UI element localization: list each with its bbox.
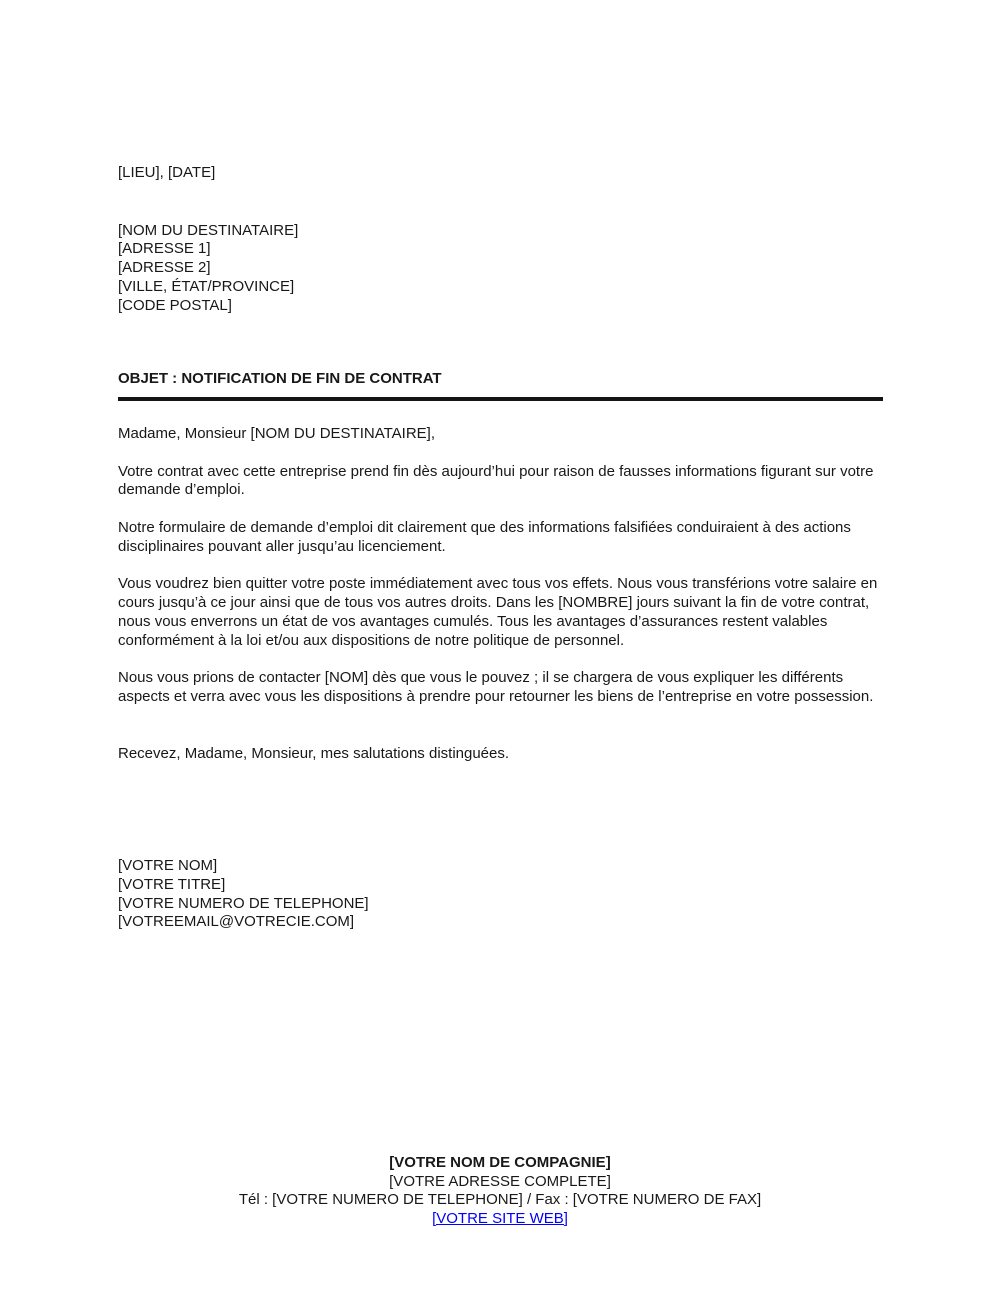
footer-website-link[interactable]: [VOTRE SITE WEB] (432, 1210, 568, 1228)
sender-name: [VOTRE NOM] (118, 857, 218, 875)
sender-title: [VOTRE TITRE] (118, 876, 226, 894)
recipient-address-1: [ADRESSE 1] (118, 240, 211, 258)
subject-heading: OBJET : NOTIFICATION DE FIN DE CONTRAT (118, 370, 442, 388)
recipient-postal-code: [CODE POSTAL] (118, 296, 232, 314)
date-line: [LIEU], [DATE] (118, 164, 216, 181)
company-footer (0, 1154, 1000, 1229)
salutation: Madame, Monsieur [NOM DU DESTINATAIRE], (118, 424, 436, 442)
recipient-city-state: [VILLE, ÉTAT/PROVINCE] (118, 277, 295, 295)
sender-email: [VOTREEMAIL@VOTRECIE.COM] (118, 913, 355, 931)
recipient-name: [NOM DU DESTINATAIRE] (118, 221, 299, 239)
paragraph-2: Notre formulaire de demande d’emploi dit clairement que des informations falsifiées conduiraient à des actions disciplinaires pouvant aller jusqu’au licenciement. (118, 519, 851, 555)
paragraph-4: Nous vous prions de contacter [NOM] dès que vous le pouvez ; il se chargera de vous expliquer les différents aspects et verra avec vous les dispositions à prendre pour retourner les biens de l’entreprise en votre possession. (118, 669, 874, 705)
closing-line: Recevez, Madame, Monsieur, mes salutations distinguées. (118, 744, 510, 762)
subject-divider (118, 397, 883, 401)
paragraph-3: Vous voudrez bien quitter votre poste immédiatement avec tous vos effets. Nous vous transférions votre salaire en cours jusqu’à ce jour ainsi que de tous vos autres droits. Dans les [NOMBRE] jours suivant la fin de votre contrat, nous vous enverrons un état de vos avantages cumulés. Tous les avantages d’assurances restent valables conformément à la loi et/ou aux dispositions de notre politique de personnel. (118, 575, 878, 649)
signature-block (118, 857, 883, 932)
footer-company-name: [VOTRE NOM DE COMPAGNIE] (389, 1154, 611, 1171)
recipient-block (118, 222, 883, 316)
footer-company-address: [VOTRE ADRESSE COMPLETE] (389, 1172, 611, 1190)
footer-tel-fax: Tél : [VOTRE NUMERO DE TELEPHONE] / Fax : [VOTRE NUMERO DE FAX] (238, 1191, 762, 1209)
paragraph-1: Votre contrat avec cette entreprise prend fin dès aujourd’hui pour raison de fausses informations figurant sur votre demande d’emploi. (118, 462, 874, 499)
recipient-address-2: [ADRESSE 2] (118, 259, 211, 277)
sender-phone: [VOTRE NUMERO DE TELEPHONE] (118, 894, 369, 912)
